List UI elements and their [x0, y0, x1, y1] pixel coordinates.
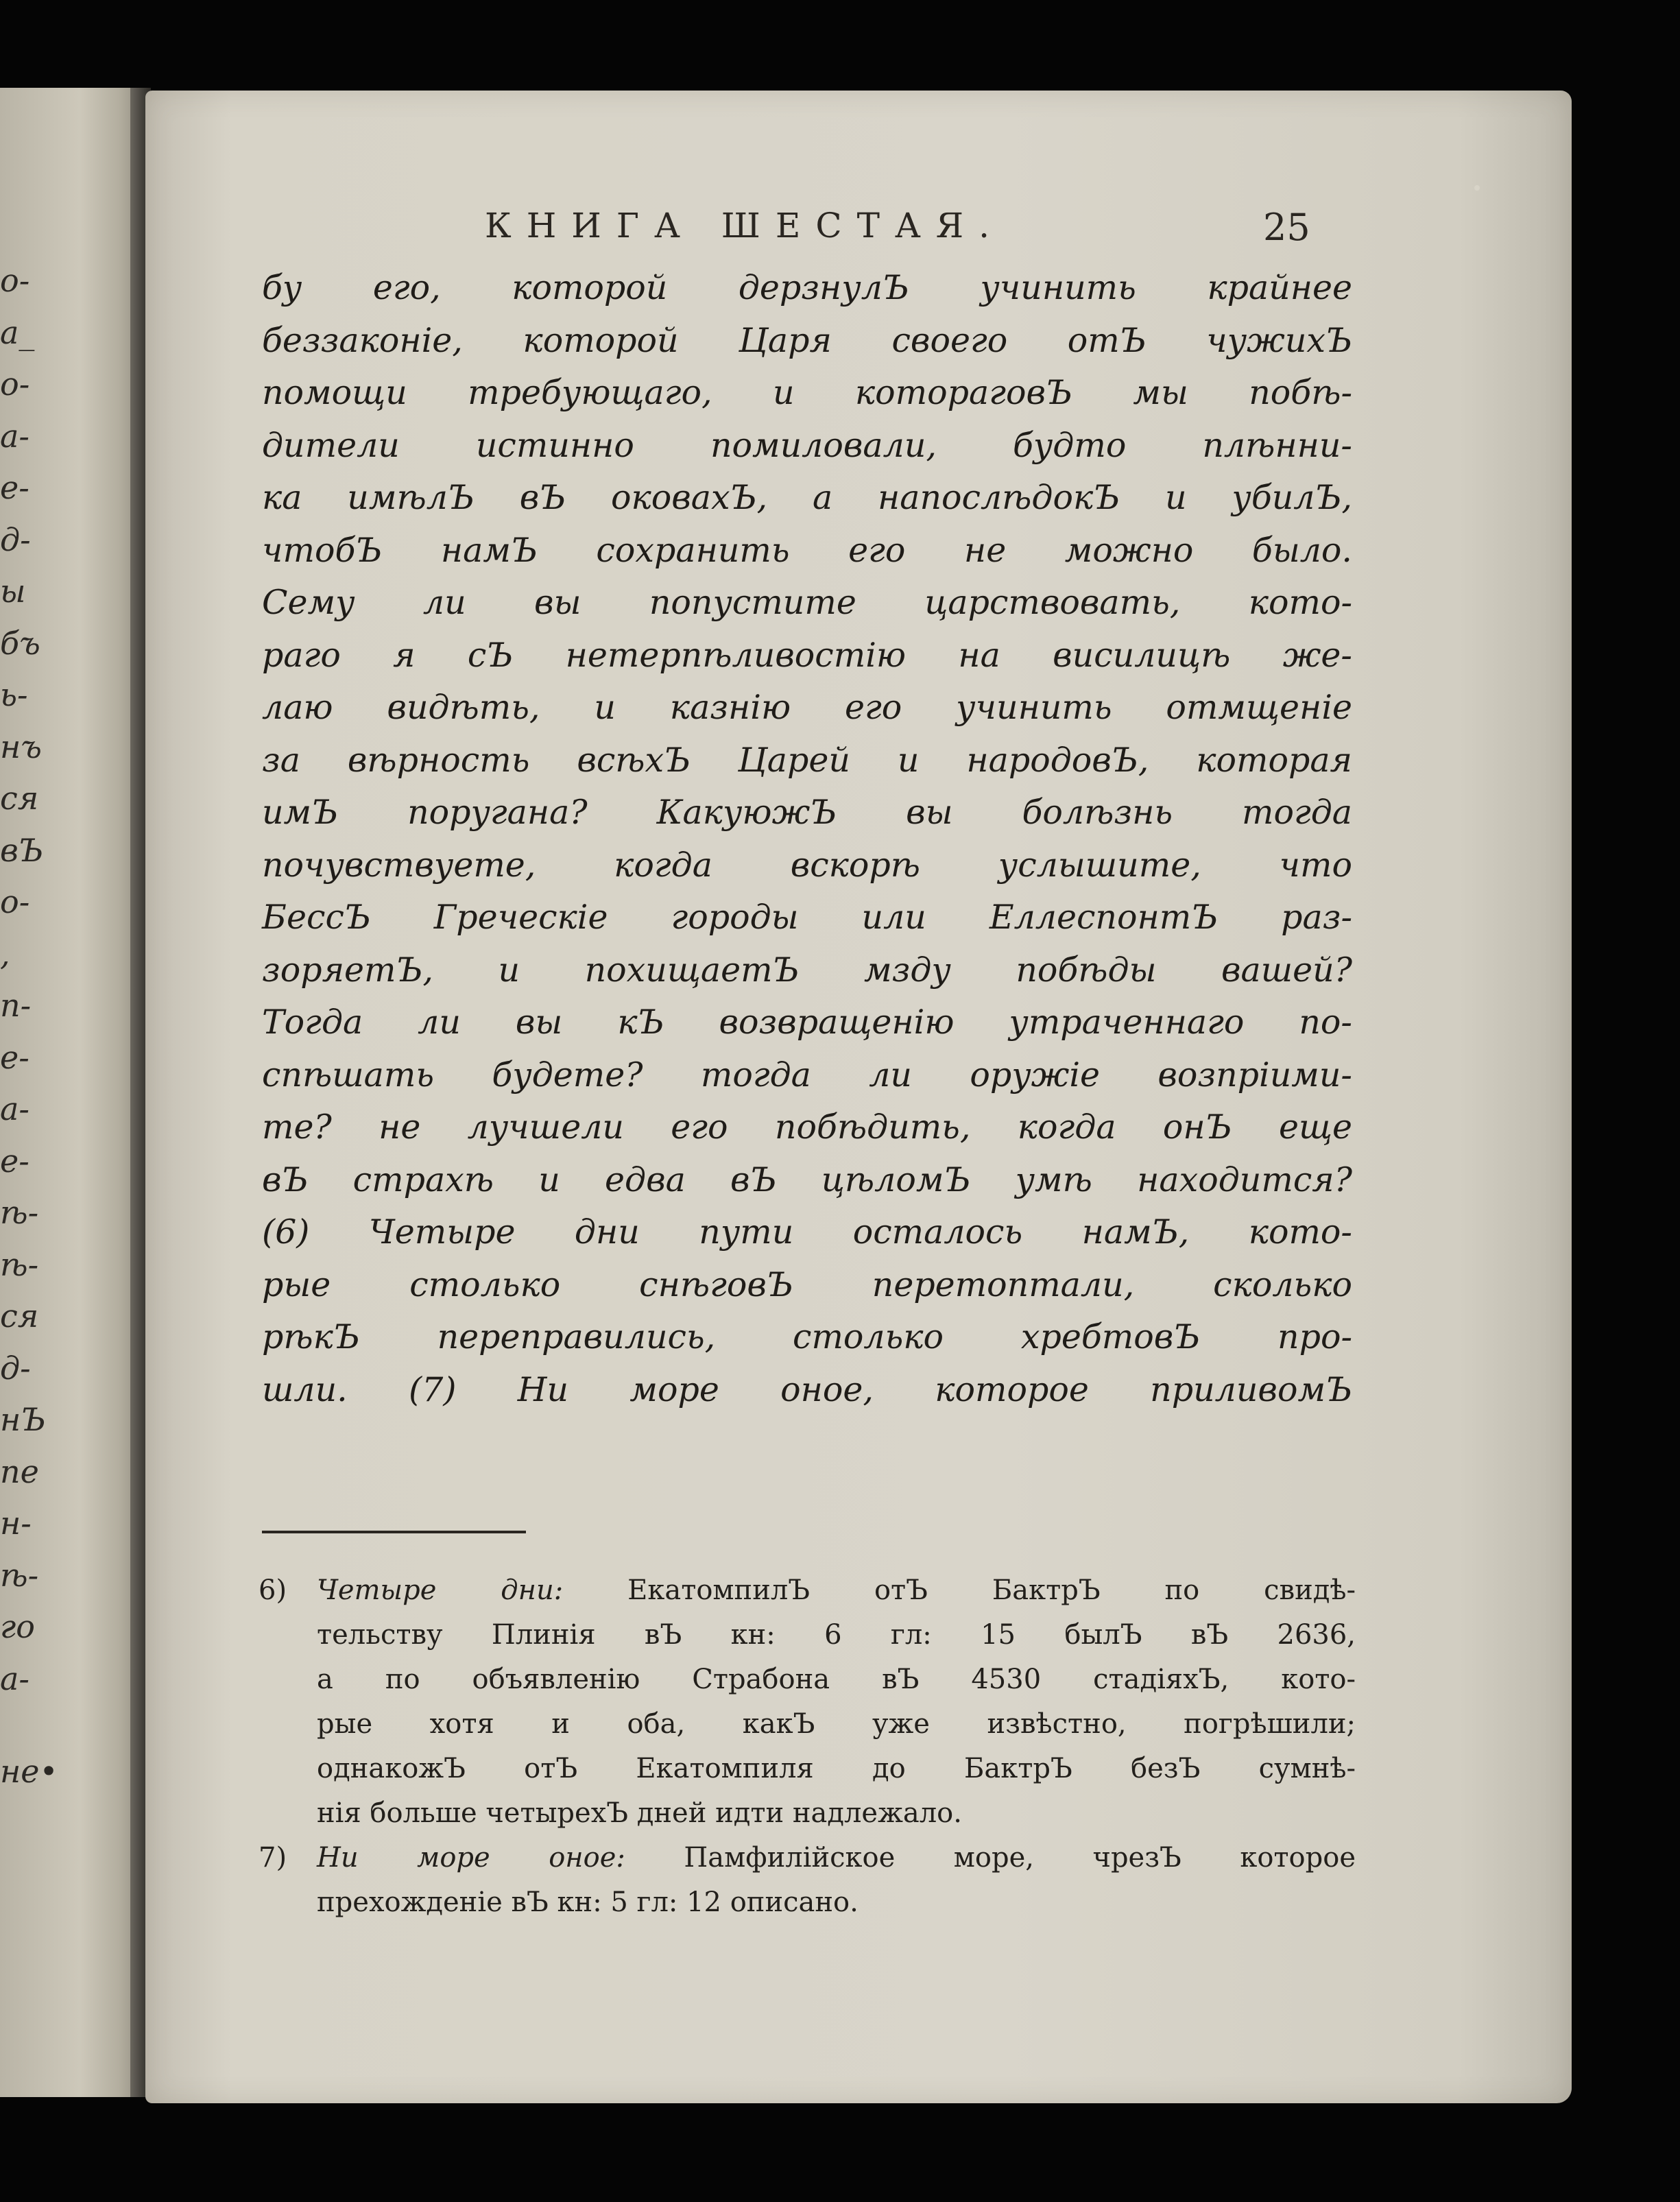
facing-page-fragment: го	[0, 1608, 35, 1645]
facing-page-fragment: ся	[0, 780, 39, 817]
page-number: 25	[1263, 206, 1310, 249]
text-line: Тогда ли вы кЪ возвращенію утраченнаго по-	[262, 1003, 1352, 1042]
footnote-7-first-line	[259, 1836, 1356, 1880]
facing-page-fragment: а-	[0, 417, 29, 455]
facing-page-fragment: н-	[0, 1505, 32, 1542]
facing-page-fragment: ѣ-	[0, 1245, 39, 1283]
footnote-line: прехожденіе вЪ кн: 5 гл: 12 описано.	[317, 1887, 859, 1918]
text-line: лаю видѣть, и казнію его учинить отмщеніе	[262, 688, 1352, 727]
text-line: те? не лучшели его побѣдить, когда онЪ еще	[262, 1108, 1352, 1147]
facing-page-fragment: а-	[0, 1090, 29, 1127]
facing-page-fragment: а_	[0, 313, 35, 351]
text-line: рѣкЪ переправились, столько хребтовЪ про-	[262, 1317, 1352, 1356]
text-line: раго я сЪ нетерпѣливостію на висилицѣ же-	[262, 635, 1352, 675]
footnote-6-mark: 6)	[259, 1575, 287, 1606]
text-line: шли. (7) Ни море оное, которое приливомЪ	[262, 1369, 1352, 1409]
footnote-line: однакожЪ отЪ Екатомпиля до БактрЪ безЪ сумнѣ-	[317, 1753, 1356, 1784]
text-line: за вѣрность всѣхЪ Царей и народовЪ, которая	[262, 740, 1352, 780]
facing-page-fragment: нЪ	[0, 1401, 46, 1438]
facing-page-fragment: ,	[0, 935, 10, 972]
footnote-6-term: Четыре дни:	[317, 1575, 564, 1606]
text-line: дители истинно помиловали, будто плѣнни-	[262, 425, 1352, 465]
text-line: Сему ли вы попустите царствовать, кото-	[262, 583, 1352, 622]
footnote-line: а по объявленію Страбона вЪ 4530 стадіяхЪ, кото-	[317, 1664, 1356, 1695]
facing-page-fragment: ѣ-	[0, 1556, 39, 1594]
text-line: зоряетЪ, и похищаетЪ мзду побѣды вашей?	[262, 950, 1352, 990]
facing-page-fragment: вЪ	[0, 831, 44, 869]
facing-page-fragment: а-	[0, 1660, 29, 1697]
footnote-6-first-line	[259, 1568, 1356, 1613]
facing-page-fragment: не•	[0, 1753, 58, 1790]
facing-page-fragment: бъ	[0, 624, 40, 662]
paper-speck	[1474, 185, 1480, 191]
facing-page-fragment: е-	[0, 469, 29, 506]
facing-page-fragment: о-	[0, 262, 30, 299]
book-title: КНИГА ШЕСТАЯ.	[485, 206, 1005, 246]
footnote-line: нія больше четырехЪ дней идти надлежало.	[317, 1797, 962, 1829]
facing-page-fragment: п-	[0, 987, 32, 1024]
footnote-7-text: Памфилійское море, чрезЪ которое	[684, 1842, 1356, 1874]
facing-page-fragment: о-	[0, 883, 30, 920]
facing-page-fragment: пе	[0, 1452, 39, 1490]
facing-page-fragment: ы	[0, 573, 26, 610]
text-line: имЪ поругана? КакуюжЪ вы болѣзнь тогда	[262, 793, 1352, 832]
footnote-6-text: ЕкатомпилЪ отЪ БактрЪ по свидѣ-	[627, 1575, 1356, 1606]
text-line: (6) Четыре дни пути осталось намЪ, кото-	[262, 1212, 1352, 1252]
text-line: беззаконіе, которой Царя своего отЪ чужихЪ	[262, 320, 1352, 360]
text-line: помощи требующаго, и котораговЪ мы побѣ-	[262, 373, 1352, 412]
text-line: вЪ страхѣ и едва вЪ цѣломЪ умѣ находится?	[262, 1160, 1352, 1199]
facing-left-page	[0, 88, 145, 2097]
footnote-line: рые хотя и оба, какЪ уже извѣстно, погрѣшили;	[317, 1708, 1356, 1740]
facing-page-fragment: нъ	[0, 728, 42, 765]
text-line: чтобЪ намЪ сохранить его не можно было.	[262, 530, 1352, 570]
facing-page-fragment: ся	[0, 1297, 39, 1335]
facing-page-fragment: о-	[0, 366, 30, 403]
running-head	[145, 206, 1572, 250]
text-line: ка имѣлЪ вЪ оковахЪ, а напослѣдокЪ и убилЪ,	[262, 478, 1352, 517]
facing-page-fragment: е-	[0, 1038, 29, 1076]
facing-page-fragment: е-	[0, 1142, 29, 1180]
main-text-block	[262, 262, 1352, 1416]
facing-page-fragment: ѣ-	[0, 1194, 39, 1231]
footnotes-block	[259, 1568, 1356, 1925]
text-line: бу его, которой дерзнулЪ учинить крайнее	[262, 268, 1352, 307]
footnote-7-term: Ни море оное:	[317, 1842, 625, 1874]
facing-page-fragment: д-	[0, 520, 31, 558]
facing-page-fragment: ь-	[0, 676, 28, 713]
footnote-7-mark: 7)	[259, 1842, 287, 1874]
text-line: БессЪ Греческіе городы или ЕллеспонтЪ раз-	[262, 898, 1352, 937]
footnote-line: тельству Плинія вЪ кн: 6 гл: 15 былЪ вЪ 2636,	[317, 1619, 1356, 1651]
facing-page-fragment: д-	[0, 1349, 31, 1387]
book-page	[145, 91, 1572, 2103]
text-line: спѣшать будете? тогда ли оружіе возпріими-	[262, 1055, 1352, 1094]
text-line: рые столько снѣговЪ перетоптали, сколько	[262, 1265, 1352, 1304]
text-line: почувствуете, когда вскорѣ услышите, что	[262, 845, 1352, 885]
footnote-divider	[262, 1531, 526, 1533]
